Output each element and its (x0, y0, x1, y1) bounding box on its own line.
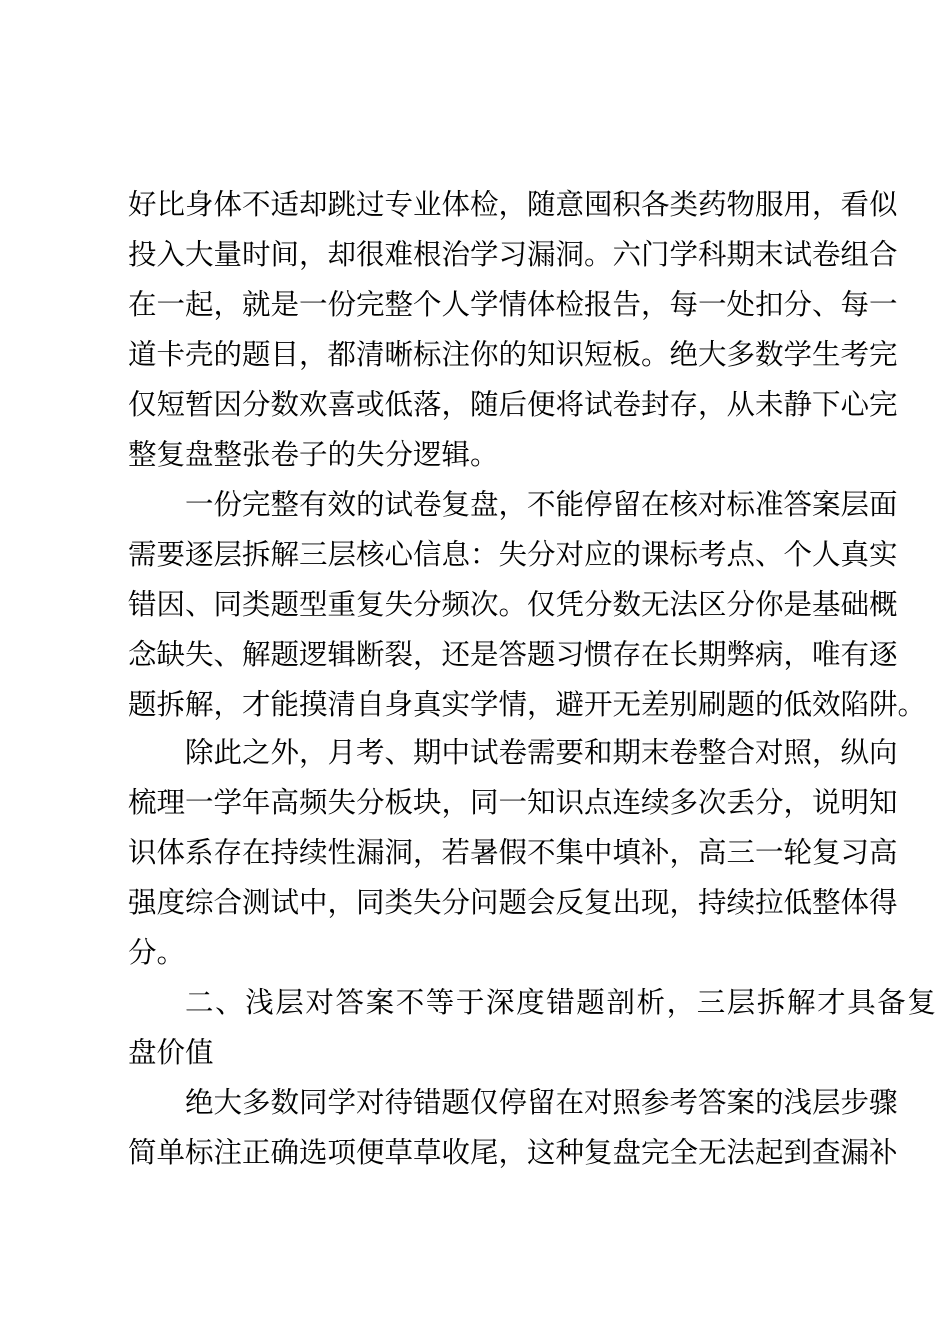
paragraph-line: 题拆解，才能摸清自身真实学情，避开无差别刷题的低效陷阱。 (128, 688, 927, 721)
paragraph-line: 念缺失、解题逻辑断裂，还是答题习惯存在长期弊病，唯有逐 (128, 638, 898, 671)
paragraph-line: 简单标注正确选项便草草收尾，这种复盘完全无法起到查漏补 (128, 1136, 898, 1169)
paragraph-line: 需要逐层拆解三层核心信息：失分对应的课标考点、个人真实 (128, 538, 898, 571)
paragraph-line: 投入大量时间，却很难根治学习漏洞。六门学科期末试卷组合 (128, 238, 898, 271)
paragraph-line: 错因、同类题型重复失分频次。仅凭分数无法区分你是基础概 (128, 588, 898, 621)
paragraph-line: 绝大多数同学对待错题仅停留在对照参考答案的浅层步骤 (185, 1086, 898, 1119)
paragraph-line: 除此之外，月考、期中试卷需要和期末卷整合对照，纵向 (185, 736, 898, 769)
paragraph-line: 整复盘整张卷子的失分逻辑。 (128, 438, 499, 471)
paragraph-line: 梳理一学年高频失分板块，同一知识点连续多次丢分，说明知 (128, 786, 898, 819)
paragraph-line: 道卡壳的题目，都清晰标注你的知识短板。绝大多数学生考完 (128, 338, 898, 371)
section-heading-line: 二、浅层对答案不等于深度错题剖析，三层拆解才具备复 (185, 986, 938, 1019)
paragraph-line: 在一起，就是一份完整个人学情体检报告，每一处扣分、每一 (128, 288, 898, 321)
paragraph-line: 仅短暂因分数欢喜或低落，随后便将试卷封存，从未静下心完 (128, 388, 898, 421)
paragraph-line: 强度综合测试中，同类失分问题会反复出现，持续拉低整体得 (128, 886, 898, 919)
paragraph-line: 分。 (128, 936, 186, 969)
paragraph-line: 一份完整有效的试卷复盘，不能停留在核对标准答案层面 (185, 488, 898, 521)
paragraph-line: 识体系存在持续性漏洞，若暑假不集中填补，高三一轮复习高 (128, 836, 898, 869)
paragraph-line: 好比身体不适却跳过专业体检，随意囤积各类药物服用，看似 (128, 188, 898, 221)
section-heading-line: 盘价值 (128, 1036, 214, 1069)
